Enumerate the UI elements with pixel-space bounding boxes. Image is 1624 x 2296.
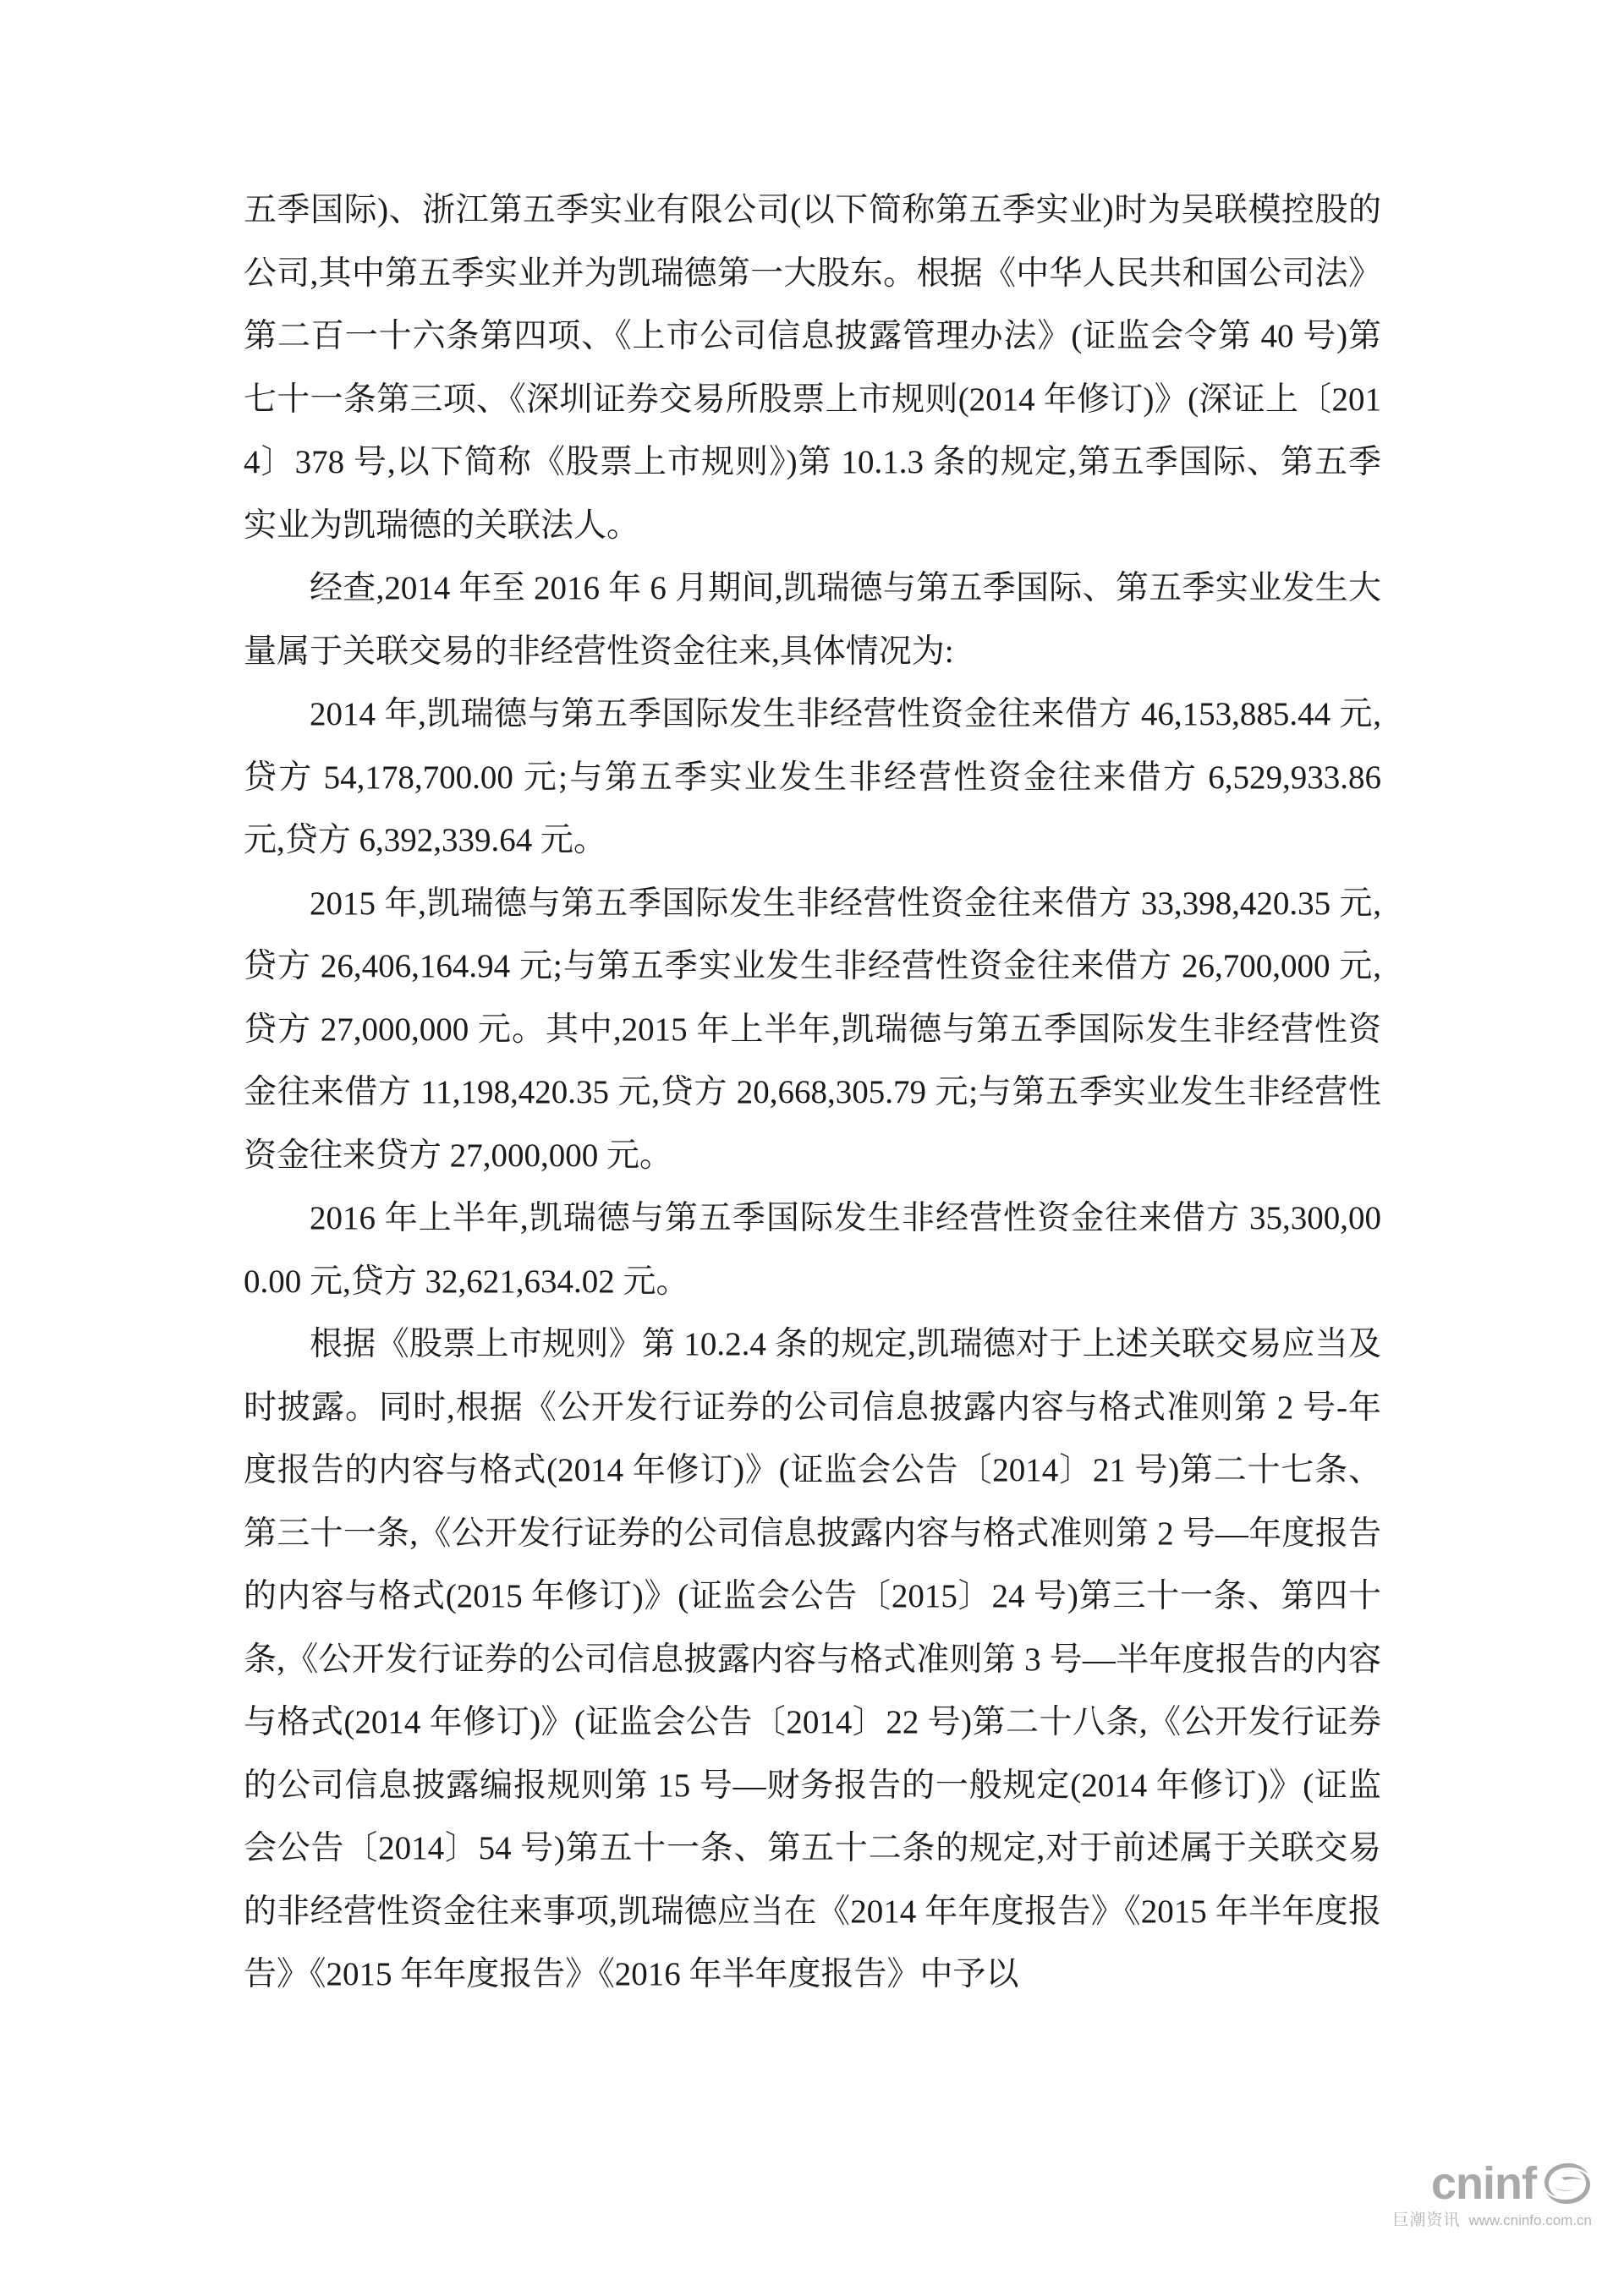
watermark-brand-row [1379,2158,1592,2209]
paragraph-related-parties-law: 五季国际)、浙江第五季实业有限公司(以下简称第五季实业)时为吴联模控股的公司,其中第五季实业并为凯瑞德第一大股东。根据《中华人民共和国公司法》第二百一十六条第四项、《上市公司信息披露管理办法》(证监会令第 40 号)第七十一条第三项、《深圳证券交易所股票上市规则(2014 年修订)》(深证上〔2014〕378 号,以下简称《股票上市规则》)第 10.1.3 条的规定,第五季国际、第五季实业为凯瑞德的关联法人。 [244,192,1381,544]
watermark-brand-text: cninf [1431,2158,1536,2209]
paragraph-2015-amounts: 2015 年,凯瑞德与第五季国际发生非经营性资金往来借方 33,398,420.35 元,贷方 26,406,164.94 元;与第五季实业发生非经营性资金往来借方 26,700,000 元,贷方 27,000,000 元。其中,2015 年上半年,凯瑞德与第五季国际发生非经营性资金往来借方 11,198,420.35 元,贷方 20,668,305.79 元;与第五季实业发生非经营性资金往来贷方 27,000,000 元。 [244,885,1381,1174]
paragraph-2016-amounts: 2016 年上半年,凯瑞德与第五季国际发生非经营性资金往来借方 35,300,000.00 元,贷方 32,621,634.02 元。 [244,1200,1381,1300]
watermark-url: www.cninfo.com.cn [1468,2212,1592,2228]
cninfo-swirl-icon [1543,2161,1592,2206]
watermark-chinese-name: 巨潮资讯 [1392,2211,1461,2229]
paragraph-2014-amounts: 2014 年,凯瑞德与第五季国际发生非经营性资金往来借方 46,153,885.44 元,贷方 54,178,700.00 元;与第五季实业发生非经营性资金往来借方 6,529,933.86 元,贷方 6,392,339.64 元。 [244,696,1381,858]
watermark-subtitle-row [1379,2211,1592,2230]
cninfo-watermark [1379,2158,1592,2255]
document-body [244,179,1381,2007]
paragraph-investigation-summary: 经查,2014 年至 2016 年 6 月期间,凯瑞德与第五季国际、第五季实业发生大量属于关联交易的非经营性资金往来,具体情况为: [244,570,1381,670]
paragraph-disclosure-rules: 根据《股票上市规则》第 10.2.4 条的规定,凯瑞德对于上述关联交易应当及时披露。同时,根据《公开发行证券的公司信息披露内容与格式准则第 2 号-年度报告的内容与格式(2014 年修订)》(证监会公告〔2014〕21 号)第二十七条、第三十一条,《公开发行证券的公司信息披露内容与格式准则第 2 号—年度报告的内容与格式(2015 年修订)》(证监会公告〔2015〕24 号)第三十一条、第四十条,《公开发行证券的公司信息披露内容与格式准则第 3 号—半年度报告的内容与格式(2014 年修订)》(证监会公告〔2014〕22 号)第二十八条,《公开发行证券的公司信息披露编报规则第 15 号—财务报告的一般规定(2014 年修订)》(证监会公告〔2014〕54 号)第五十一条、第五十二条的规定,对于前述属于关联交易的非经营性资金往来事项,凯瑞德应当在《2014 年年度报告》《2015 年半年度报告》《2015 年年度报告》《2016 年半年度报告》中予以 [244,1326,1381,1992]
